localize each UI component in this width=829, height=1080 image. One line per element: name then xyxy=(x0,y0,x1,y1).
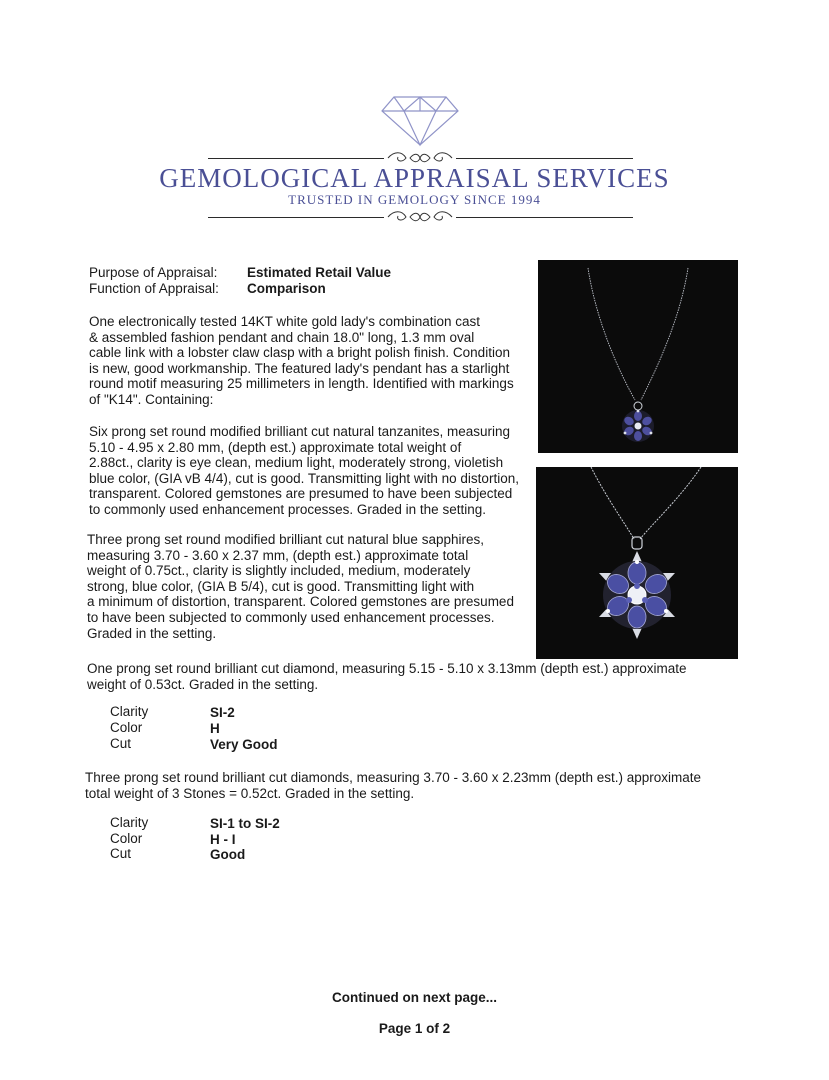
grade-label: Color xyxy=(110,720,143,735)
grade-label: Color xyxy=(110,831,143,846)
continued-note: Continued on next page... xyxy=(332,990,497,1005)
grade-value: H xyxy=(210,721,220,736)
pendant-photo-full xyxy=(538,260,738,453)
grade-label: Cut xyxy=(110,846,132,861)
grade-value: Good xyxy=(210,847,246,862)
function-label: Function of Appraisal: xyxy=(89,281,219,296)
function-value: Comparison xyxy=(247,281,326,296)
grade-value: SI-2 xyxy=(210,705,235,720)
diamond-one-description: One prong set round brilliant cut diamond, measuring 5.15 - 5.10 x 3.13mm (depth est.) approximate weight of 0.53ct. Graded in the setting. xyxy=(87,661,687,692)
grade-value: Very Good xyxy=(210,737,278,752)
diamond-logo-icon xyxy=(380,95,460,147)
flourish-bottom-icon xyxy=(384,208,456,226)
pendant-photo-closeup xyxy=(536,467,738,659)
diamond-three-description: Three prong set round brilliant cut diamonds, measuring 3.70 - 3.60 x 2.23mm (depth est.) approximate total weight of 3 Stones = 0.52ct. Graded in the setting. xyxy=(85,770,702,801)
item-description: One electronically tested 14KT white gold lady's combination cast & assembled fashion pendant and chain 18.0" long, 1.3 mm oval cable link with a lobster claw clasp with a bright polish finish. Condition is new, good workmanship. The featured lady's pendant has a starlight round motif measuring 25 millimeters in length. Identified with markings of "K14". Containing: xyxy=(89,314,514,407)
purpose-value: Estimated Retail Value xyxy=(247,265,392,280)
grade-value: H - I xyxy=(210,832,236,847)
tanzanites-description: Six prong set round modified brilliant cut natural tanzanites, measuring 5.10 - 4.95 x 2.80 mm, (depth est.) approximate total weight of 2.88ct., clarity is eye clean, medium light, moderately strong, violetish blue color, (GIA vB 4/4), cut is good. Transmitting light with no distortion, transparent. Colored gemstones are presumed to have been subjected to commonly used enhancement processes. Graded in the setting. xyxy=(89,424,519,517)
brand-tagline: TRUSTED IN GEMOLOGY SINCE 1994 xyxy=(288,192,541,207)
page-number: Page 1 of 2 xyxy=(378,1021,451,1036)
grade-label: Clarity xyxy=(110,815,149,830)
grade-label: Cut xyxy=(110,736,132,751)
sapphires-description: Three prong set round modified brilliant cut natural blue sapphires, measuring 3.70 - 3.60 x 2.37 mm, (depth est.) approximate total weight of 0.75ct., clarity is slightly included, medium, moderately strong, blue color, (GIA B 5/4), cut is good. Transmitting light with a minimum of distortion, transparent. Colored gemstones are presumed to have been subjected to commonly used enhancement processes. Graded in the setting. xyxy=(87,532,514,641)
brand-name: GEMOLOGICAL APPRAISAL SERVICES xyxy=(159,163,670,193)
grade-label: Clarity xyxy=(110,704,149,719)
grade-value: SI-1 to SI-2 xyxy=(210,816,280,831)
purpose-label: Purpose of Appraisal: xyxy=(89,265,218,280)
